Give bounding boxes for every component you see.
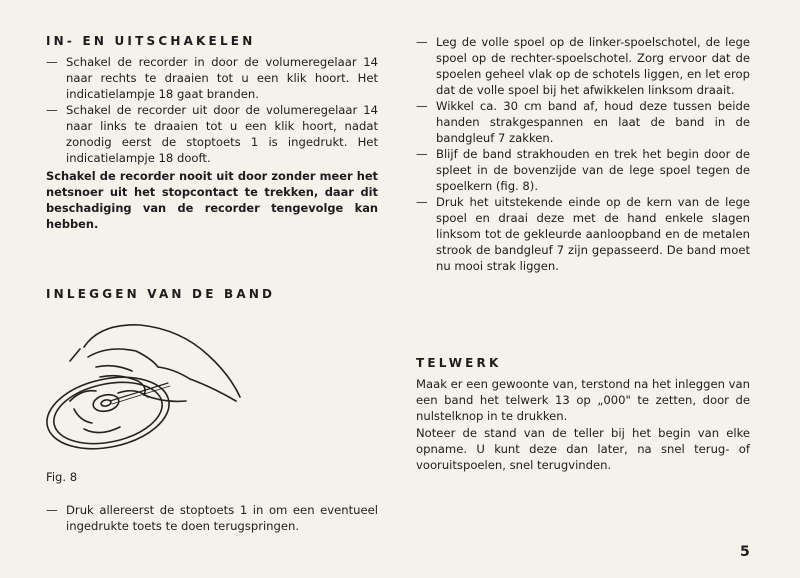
loading-instructions — [46, 502, 378, 534]
paragraph: Noteer de stand van de teller bij het begin van elke opname. U kunt deze dan later, na snel terug- of vooruitspoelen, snel terugvinden. — [416, 426, 750, 472]
list-item — [46, 502, 378, 534]
list-item-text: Wikkel ca. 30 cm band af, houd deze tussen beide handen strakgespannen en laat de band in de bandgleuf 7 zakken. — [436, 99, 750, 145]
list-item-text: Blijf de band strakhouden en trek het begin door de spleet in de bovenzijde van de lege spoel tegen de spoelkern (fig. 8). — [436, 147, 750, 193]
list-item-text: Schakel de recorder in door de volumeregelaar 14 naar rechts te draaien tot u een klik hoort. Het indicatielampje 18 gaat branden. — [66, 55, 378, 101]
list-item-text: Druk het uitstekende einde op de kern van de lege spoel en draai deze met de hand enkele slagen linksom tot de gekleurde aanloopband en de metalen strook de bandgleuf 7 zijn gepasseerd. De band moet nu mooi strak liggen. — [436, 195, 750, 273]
counter-instructions — [416, 376, 750, 473]
list-item — [416, 34, 750, 98]
list-item — [416, 194, 750, 274]
list-item — [46, 102, 378, 166]
page-number: 5 — [740, 544, 750, 560]
section-heading-switching: IN- EN UITSCHAKELEN — [46, 34, 256, 48]
list-item-text: Schakel de recorder uit door de volumeregelaar 14 naar links te draaien tot u een klik hoort, nadat zonodig eerst de stoptoets 1 is ingedrukt. Het indicatielampje 18 dooft. — [66, 103, 378, 165]
list-item-text: Druk allereerst de stoptoets 1 in om een eventueel ingedrukte toets te doen terugspringen. — [66, 503, 378, 533]
dash-bullet: — — [416, 35, 428, 49]
dash-bullet: — — [46, 55, 58, 69]
section-heading-loading-tape: INLEGGEN VAN DE BAND — [46, 287, 276, 301]
figure-label: Fig. 8 — [46, 470, 78, 484]
dash-bullet: — — [416, 99, 428, 113]
tape-loading-steps — [416, 34, 750, 274]
list-item-text: Leg de volle spoel op de linker-spoelschotel, de lege spoel op de rechter-spoelschotel. Zorg ervoor dat de spoelen geheel vlak op de schotels liggen, en let erop dat de volle spoel bij het afwikkelen linksom draait. — [436, 35, 750, 97]
dash-bullet: — — [46, 503, 58, 517]
list-item — [46, 54, 378, 102]
list-item — [416, 98, 750, 146]
switching-instructions — [46, 54, 378, 232]
warning-text: Schakel de recorder nooit uit door zonder meer het netsnoer uit het stopcontact te trekken, daar dit beschadiging van de recorder tengevolge kan hebben. — [46, 169, 378, 231]
dash-bullet: — — [416, 195, 428, 209]
dash-bullet: — — [416, 147, 428, 161]
list-item — [416, 146, 750, 194]
tape-reel-hand-illustration — [40, 305, 250, 465]
dash-bullet: — — [46, 103, 58, 117]
paragraph: Maak er een gewoonte van, terstond na het inleggen van een band het telwerk 13 op „000" te zetten, door de nulstelknop in te drukken. — [416, 377, 750, 423]
section-heading-counter: TELWERK — [416, 356, 502, 370]
